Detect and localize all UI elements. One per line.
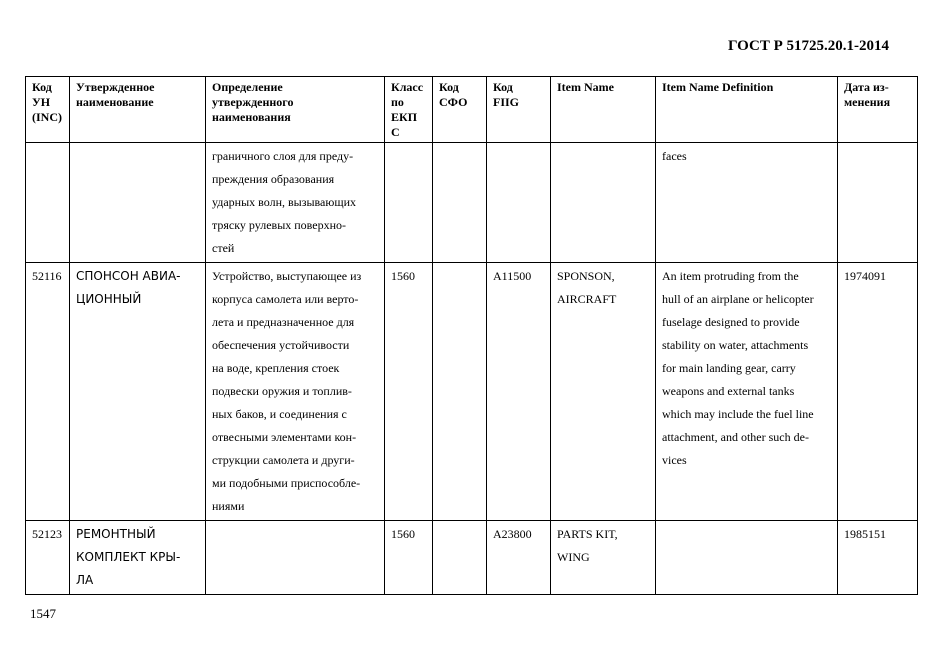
definition-cell (206, 143, 385, 263)
cell-text: КОМПЛЕКТ КРЫ- (76, 550, 181, 564)
approved-name-cell (70, 143, 206, 263)
header-line: Класс (391, 80, 424, 94)
header-line: Код (493, 80, 513, 94)
fiig-cell (487, 521, 551, 595)
header-line: (INC) (32, 110, 62, 124)
cell-text: PARTS KIT, (557, 527, 618, 541)
cell-text: stability on water, attachments (662, 338, 809, 352)
sfo-cell (433, 143, 487, 263)
header-line: СФО (439, 95, 468, 109)
cell-text: 1985151 (844, 527, 886, 541)
header-line: С (391, 125, 400, 139)
col-definition-header (206, 77, 385, 143)
inc-cell (26, 521, 70, 595)
col-item-name-header (551, 77, 656, 143)
cell-text: подвески оружия и топлив- (212, 384, 352, 398)
col-class-header (385, 77, 433, 143)
cell-text: faces (662, 149, 687, 163)
table-header-row (26, 77, 918, 143)
header-line: ЕКП (391, 110, 418, 124)
class-cell (385, 263, 433, 521)
cell-text: Устройство, выступающее из (212, 269, 362, 283)
cell-text: attachment, and other such de- (662, 430, 809, 444)
cell-text: СПОНСОН АВИА- (76, 269, 181, 283)
col-inc-header (26, 77, 70, 143)
approved-name-cell (70, 263, 206, 521)
table-row (26, 143, 918, 263)
cell-text: ных баков, и соединения с (212, 407, 347, 421)
cell-text: струкции самолета и други- (212, 453, 355, 467)
col-change-date-header (838, 77, 918, 143)
cell-text: 1560 (391, 269, 415, 283)
table-body (26, 143, 918, 595)
cell-text: An item protruding from the (662, 269, 799, 283)
header-line: менения (844, 95, 891, 109)
cell-text: стей (212, 241, 235, 255)
change-date-cell (838, 143, 918, 263)
cell-text: ниями (212, 499, 245, 513)
header-line: Утвержденное (76, 80, 155, 94)
cell-text: A23800 (493, 527, 532, 541)
cell-text: граничного слоя для преду- (212, 149, 354, 163)
cell-text: hull of an airplane or helicopter (662, 292, 814, 306)
fiig-cell (487, 143, 551, 263)
col-sfo-header (433, 77, 487, 143)
header-line: Item Name Definition (662, 80, 774, 94)
header-line: по (391, 95, 404, 109)
page-number: 1547 (30, 606, 56, 621)
item-name-cell (551, 263, 656, 521)
cell-text: ЦИОННЫЙ (76, 292, 142, 306)
cell-text: обеспечения устойчивости (212, 338, 350, 352)
cell-text: ЛА (76, 573, 94, 587)
item-definition-cell (656, 521, 838, 595)
cell-text: AIRCRAFT (557, 292, 617, 306)
cell-text: 52123 (32, 527, 62, 541)
cell-text: РЕМОНТНЫЙ (76, 527, 156, 541)
header-line: наименования (212, 110, 291, 124)
cell-text: 1560 (391, 527, 415, 541)
header-line: утвержденного (212, 95, 294, 109)
approved-name-cell (70, 521, 206, 595)
cell-text: fuselage designed to provide (662, 315, 800, 329)
sfo-cell (433, 263, 487, 521)
header-line: Код (32, 80, 52, 94)
header-line: FIIG (493, 95, 520, 109)
cell-text: A11500 (493, 269, 532, 283)
cell-text: 52116 (32, 269, 62, 283)
header-line: наименование (76, 95, 154, 109)
item-name-cell (551, 143, 656, 263)
class-cell (385, 521, 433, 595)
change-date-cell (838, 521, 918, 595)
header-line: Item Name (557, 80, 614, 94)
header-line: Определение (212, 80, 283, 94)
cell-text: на воде, крепления стоек (212, 361, 340, 375)
cell-text: отвесными элементами кон- (212, 430, 357, 444)
cell-text: 1974091 (844, 269, 886, 283)
col-fiig-header (487, 77, 551, 143)
cell-text: vices (662, 453, 687, 467)
cell-text: преждения образования (212, 172, 335, 186)
class-cell (385, 143, 433, 263)
header-line: Дата из- (844, 80, 889, 94)
table-row (26, 263, 918, 521)
cell-text: ударных волн, вызывающих (212, 195, 356, 209)
cell-text: which may include the fuel line (662, 407, 814, 421)
header-line: Код (439, 80, 459, 94)
cell-text: WING (557, 550, 590, 564)
header-line: УН (32, 95, 51, 109)
item-name-cell (551, 521, 656, 595)
sfo-cell (433, 521, 487, 595)
cell-text: лета и предназначенное для (212, 315, 355, 329)
cell-text: weapons and external tanks (662, 384, 795, 398)
definition-cell (206, 521, 385, 595)
cell-text: for main landing gear, carry (662, 361, 796, 375)
classification-table (25, 76, 918, 595)
document-code: ГОСТ Р 51725.20.1-2014 (727, 38, 889, 54)
change-date-cell (838, 263, 918, 521)
fiig-cell (487, 263, 551, 521)
definition-cell (206, 263, 385, 521)
col-approved-name-header (70, 77, 206, 143)
cell-text: SPONSON, (557, 269, 615, 283)
inc-cell (26, 143, 70, 263)
cell-text: ми подобными приспособле- (212, 476, 361, 490)
item-definition-cell (656, 143, 838, 263)
inc-cell (26, 263, 70, 521)
cell-text: корпуса самолета или верто- (212, 292, 359, 306)
col-item-definition-header (656, 77, 838, 143)
cell-text: тряску рулевых поверхно- (212, 218, 347, 232)
item-definition-cell (656, 263, 838, 521)
table-row (26, 521, 918, 595)
